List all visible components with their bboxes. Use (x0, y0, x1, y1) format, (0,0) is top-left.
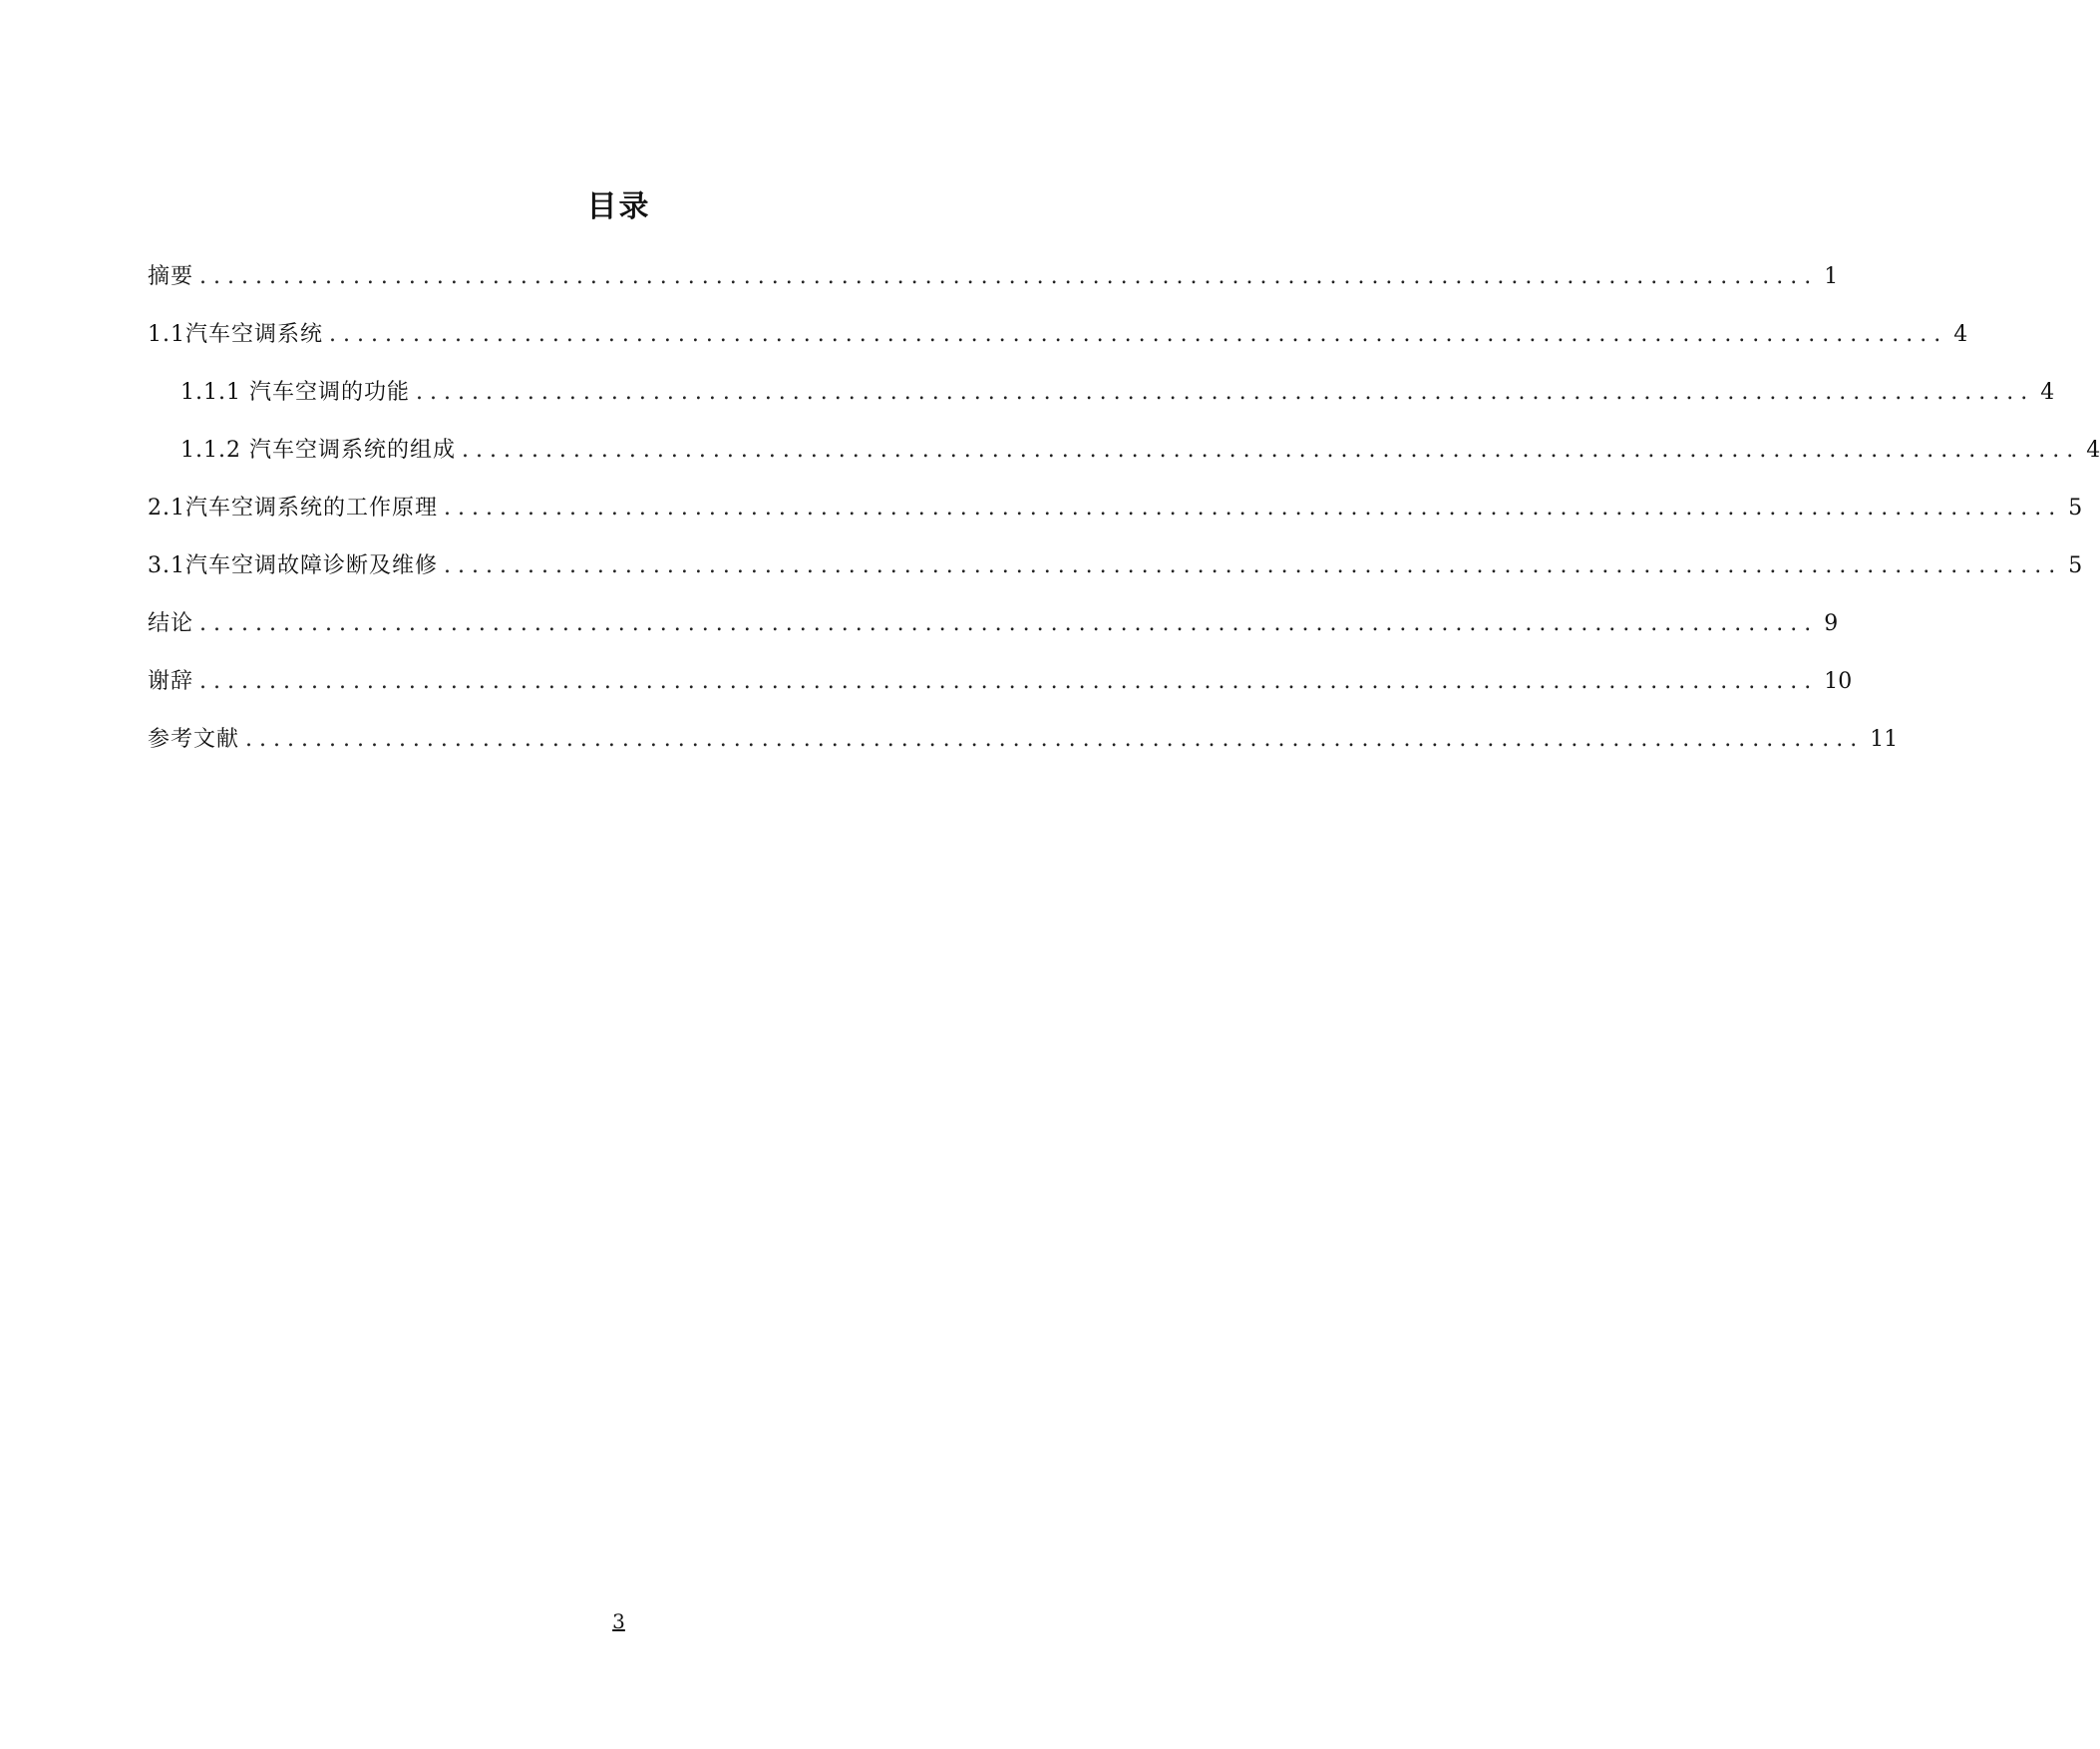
toc-entry-page: 5 (2068, 553, 2083, 578)
toc-entry-page: 1 (1824, 264, 1839, 289)
toc-entry-1-1-1[interactable] (148, 378, 2055, 436)
page-number-text: 3 (612, 1609, 625, 1633)
toc-entry-2-1[interactable] (148, 494, 2083, 551)
toc-entry-abstract[interactable] (148, 262, 1839, 320)
toc-entry-label: 3.1汽车空调故障诊断及维修 (148, 553, 438, 578)
toc-entry-page: 4 (2086, 438, 2100, 463)
toc-entry-acknowledgements[interactable] (148, 667, 1853, 725)
toc-entry-label: 1.1.2 汽车空调系统的组成 (180, 438, 456, 463)
dot-leader: .................................................................................................................... (461, 438, 2081, 463)
toc-entry-label: 1.1汽车空调系统 (148, 322, 323, 347)
table-of-contents (148, 262, 2100, 783)
toc-entry-conclusion[interactable] (148, 609, 1839, 667)
dot-leader: .................................................................................................................... (199, 669, 1819, 694)
toc-entry-references[interactable] (148, 725, 1899, 783)
dot-leader: .................................................................................................................... (444, 553, 2063, 578)
toc-entry-page: 4 (1953, 322, 1968, 347)
toc-entry-label: 摘要 (148, 264, 194, 289)
dot-leader: .................................................................................................................... (199, 264, 1819, 289)
dot-leader: .................................................................................................................... (329, 322, 1948, 347)
page-title: 目录 (586, 189, 651, 224)
dot-leader: .................................................................................................................... (199, 611, 1819, 636)
toc-entry-1-1-2[interactable] (148, 436, 2100, 494)
dot-leader: .................................................................................................................... (415, 380, 2035, 405)
toc-entry-label: 2.1汽车空调系统的工作原理 (148, 496, 438, 521)
toc-entry-label: 谢辞 (148, 669, 194, 694)
toc-entry-page: 5 (2068, 496, 2083, 521)
page-number (0, 1609, 1237, 1633)
toc-entry-page: 4 (2040, 380, 2055, 405)
toc-entry-page: 9 (1824, 611, 1839, 636)
toc-entry-page: 11 (1870, 727, 1899, 752)
toc-entry-label: 结论 (148, 611, 194, 636)
toc-entry-label: 1.1.1 汽车空调的功能 (180, 380, 410, 405)
dot-leader: .................................................................................................................... (444, 496, 2063, 521)
dot-leader: .................................................................................................................... (245, 727, 1865, 752)
toc-entry-label: 参考文献 (148, 727, 240, 752)
toc-entry-1-1[interactable] (148, 320, 1968, 378)
toc-entry-3-1[interactable] (148, 551, 2083, 609)
toc-entry-page: 10 (1824, 669, 1853, 694)
